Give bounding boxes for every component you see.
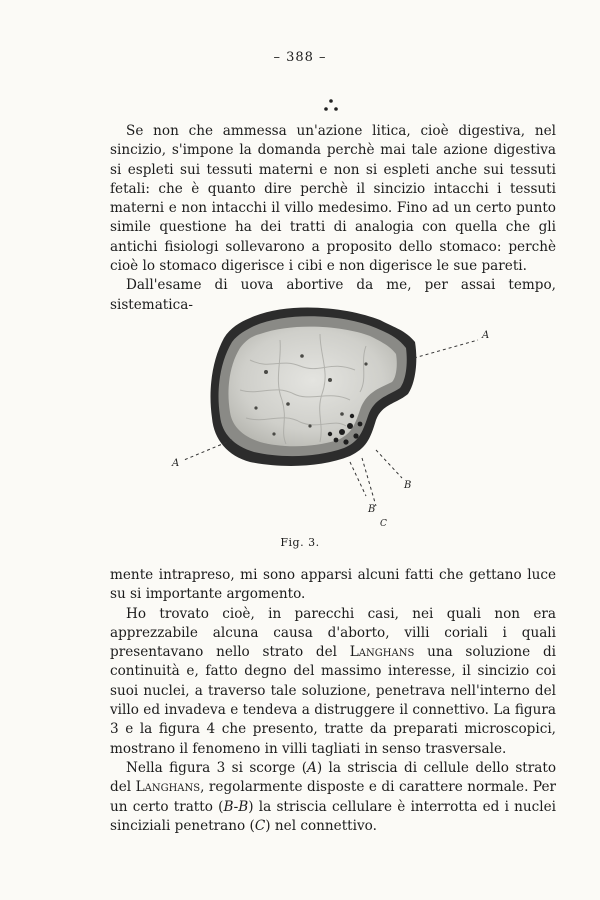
ref-c: C: [254, 817, 266, 834]
paragraph-1: Se non che ammessa un'azione litica, cioè digestiva, nel sincizio, s'impone la domanda perchè mai tale azione digestiva si espleti sui tessuti materni e non si espleti anche sui tessuti fetali: che è quanto dire perchè il sincizio intacchi i tessuti materni e non intacchi il villo medesimo. Fino ad un certo punto simile questione ha dei tratti di analogia con quella che gli antichi fisiologi sollevarono a proposito dello stomaco: perchè cioè lo stomaco digerisce i cibi e non digerisce le sue pareti.: [110, 123, 556, 275]
paragraph-4: Nella figura 3 si scorge (A) la striscia di cellule dello strato del Langhans, regolarmente disposte e di carattere normale. Per un certo tratto (B-B) la striscia cellulare è interrotta ed i nuclei sinciziali penetrano (C) nel connettivo.: [110, 759, 557, 834]
label-b-left: B: [368, 504, 376, 515]
paragraph-2-start: Dall'esame di uova abortive da me, per assai tempo, sistematica-: [110, 277, 556, 313]
figure-caption: Fig. 3.: [280, 536, 320, 549]
label-b-right: B: [404, 480, 412, 491]
page-number: – 388 –: [273, 50, 327, 65]
text-block-top: [110, 122, 556, 315]
label-a-left: A: [172, 458, 180, 469]
paragraph-3: Ho trovato cioè, in parecchi casi, nei quali non era apprezzabile alcuna causa d'aborto, villi coriali i quali presentavano nello strato del Langhans una soluzione di continuità e, fatto degno del massimo interesse, il sincizio coi suoi nuclei, a traverso tale soluzione, penetrava nell'interno del villo ed invadeva e tendeva a distruggere il connettivo. La figura 3 e la figura 4 che presento, tratte da preparati microscopici, mostrano il fenomeno in villi tagliati in senso trasversale.: [110, 605, 556, 757]
ornament-dots: [322, 98, 342, 114]
label-a-right: A: [482, 330, 490, 341]
figure-3-micrograph: [170, 300, 510, 540]
text-block-bottom: [110, 566, 556, 836]
paragraph-2-end: mente intrapreso, mi sono apparsi alcuni fatti che gettano luce su si importante argomento.: [110, 567, 556, 603]
author-name: Langhans: [349, 644, 415, 661]
ref-a: A: [307, 759, 317, 776]
ref-bb: B-B: [223, 798, 249, 815]
label-c: C: [380, 519, 387, 529]
author-name: Langhans: [135, 779, 201, 796]
